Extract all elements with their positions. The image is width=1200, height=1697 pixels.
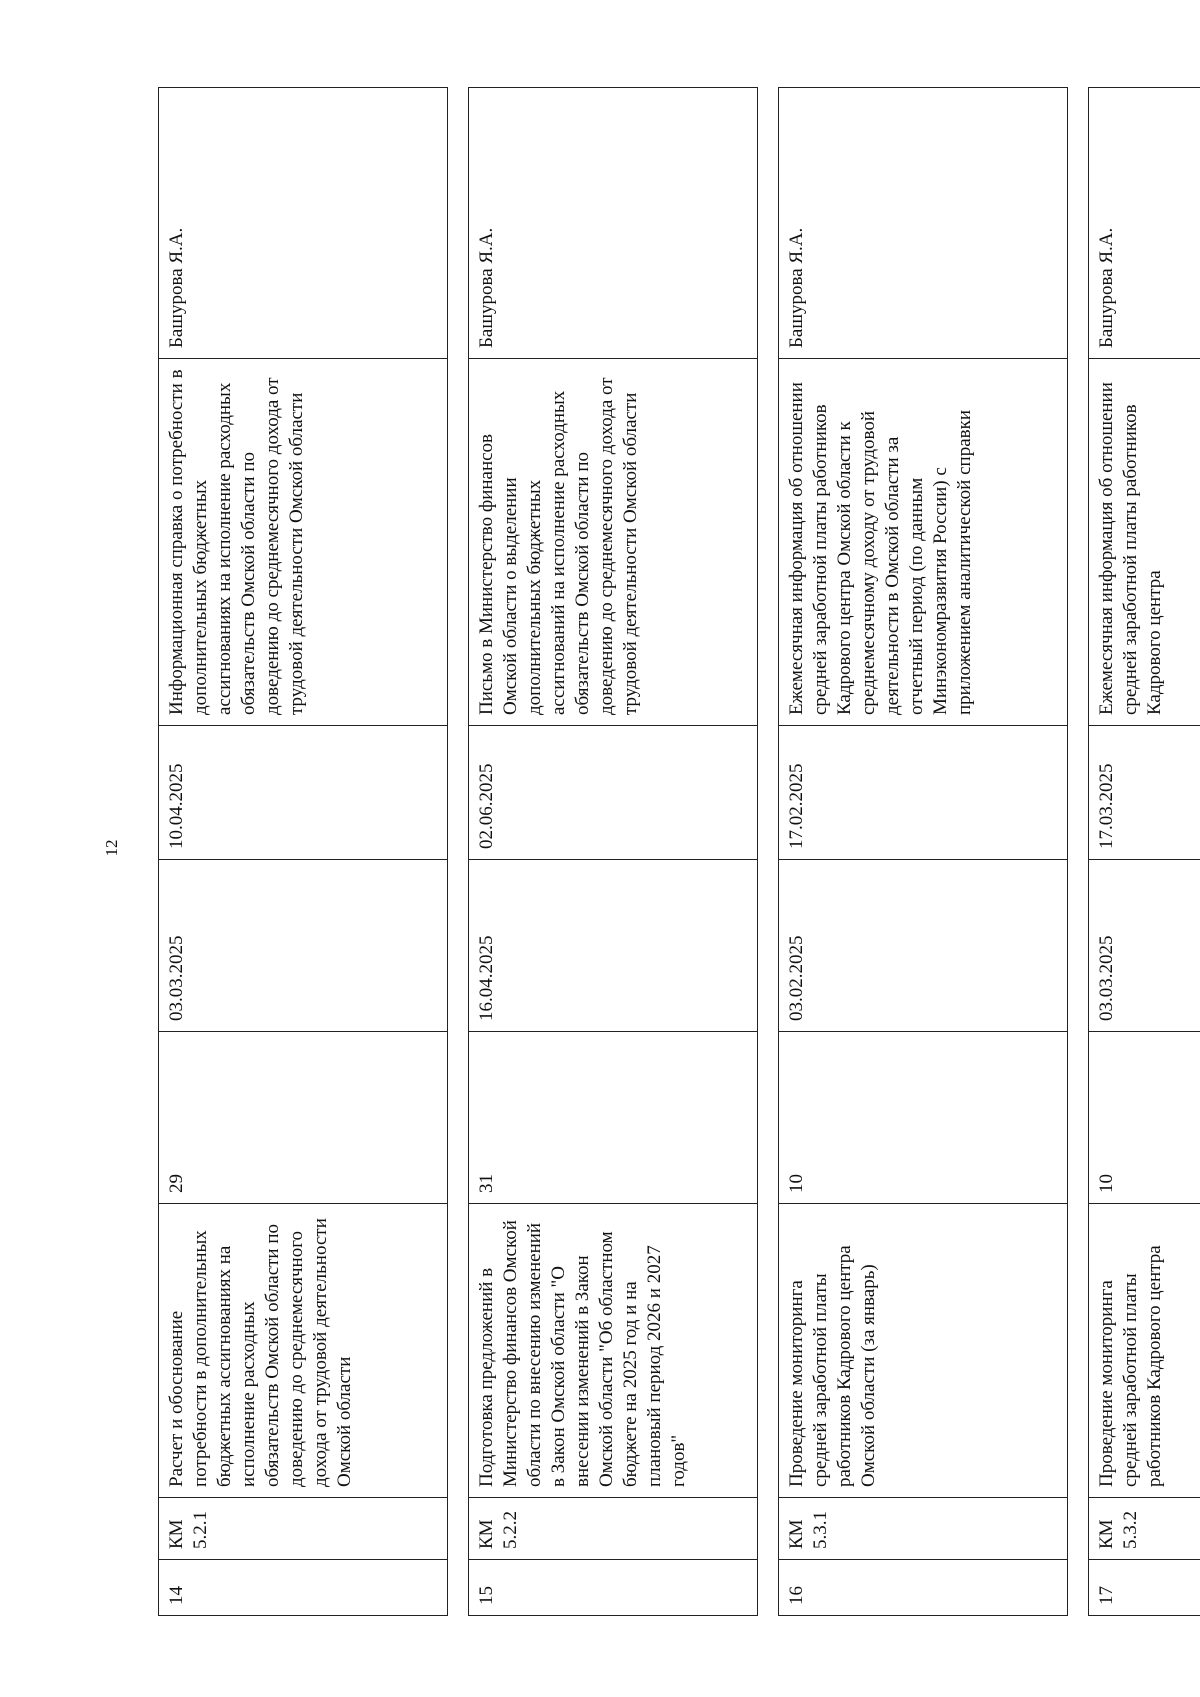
responsible-cell: Башурова Я.А. <box>469 88 758 359</box>
start-date-cell: 03.03.2025 <box>1089 860 1200 1032</box>
control-point-code: КМ 5.3.1 <box>779 1498 1068 1560</box>
document-cell: Информационная справка о потребности в дополнительных бюджетных ассигнованиях на исполнение расходных обязательств Омской области по доведению до среднемесячного дохода от трудовой деятельности Омской области <box>159 359 448 726</box>
document-cell: Ежемесячная информация об отношении средней заработной платы работников Кадрового центра <box>1089 359 1200 726</box>
duration-cell: 31 <box>469 1032 758 1204</box>
row-gap <box>1068 88 1089 1616</box>
row-number: 17 <box>1089 1560 1200 1616</box>
responsible-cell: Башурова Я.А. <box>779 88 1068 359</box>
activity-cell: Проведение мониторинга средней заработной платы работников Кадрового центра Омской области (за январь) <box>779 1204 1068 1498</box>
end-date-cell: 17.02.2025 <box>779 726 1068 860</box>
start-date-cell: 16.04.2025 <box>469 860 758 1032</box>
end-date-cell: 02.06.2025 <box>469 726 758 860</box>
start-date-cell: 03.02.2025 <box>779 860 1068 1032</box>
activity-cell: Проведение мониторинга средней заработной платы работников Кадрового центра <box>1089 1204 1200 1498</box>
duration-cell: 10 <box>1089 1032 1200 1204</box>
responsible-cell: Башурова Я.А. <box>159 88 448 359</box>
table-row <box>1089 88 1200 1616</box>
duration-cell: 10 <box>779 1032 1068 1204</box>
control-point-code: КМ 5.2.2 <box>469 1498 758 1560</box>
row-gap <box>758 88 779 1616</box>
rotated-table-wrapper <box>158 88 1165 1616</box>
activity-cell: Подготовка предложений в Министерство финансов Омской области по внесению изменений в Закон Омской области "О внесении изменений в Закон Омской области "Об областном бюджете на 2025 год и на плановый период 2026 и 2027 годов" <box>469 1204 758 1498</box>
schedule-table <box>158 87 1200 1616</box>
row-number: 14 <box>159 1560 448 1616</box>
responsible-cell: Башурова Я.А. <box>1089 88 1200 359</box>
control-point-code: КМ 5.2.1 <box>159 1498 448 1560</box>
end-date-cell: 10.04.2025 <box>159 726 448 860</box>
row-number: 16 <box>779 1560 1068 1616</box>
row-gap <box>448 88 469 1616</box>
table-row <box>779 88 1068 1616</box>
table-row <box>469 88 758 1616</box>
table-row <box>159 88 448 1616</box>
page-number: 12 <box>102 839 121 857</box>
document-cell: Ежемесячная информация об отношении средней заработной платы работников Кадрового центра Омской области к среднемесячному доходу от трудовой деятельности в Омской области за отчетный период (по данным Минэкономразвития России) с приложением аналитической справки <box>779 359 1068 726</box>
start-date-cell: 03.03.2025 <box>159 860 448 1032</box>
row-number: 15 <box>469 1560 758 1616</box>
end-date-cell: 17.03.2025 <box>1089 726 1200 860</box>
duration-cell: 29 <box>159 1032 448 1204</box>
document-cell: Письмо в Министерство финансов Омской области о выделении дополнительных бюджетных ассигнований на исполнение расходных обязательств Омской области по доведению до среднемесячного дохода от трудовой деятельности Омской области <box>469 359 758 726</box>
control-point-code: КМ 5.3.2 <box>1089 1498 1200 1560</box>
activity-cell: Расчет и обоснование потребности в дополнительных бюджетных ассигнованиях на исполнение расходных обязательств Омской области по доведению до среднемесячного дохода от трудовой деятельности Омской области <box>159 1204 448 1498</box>
